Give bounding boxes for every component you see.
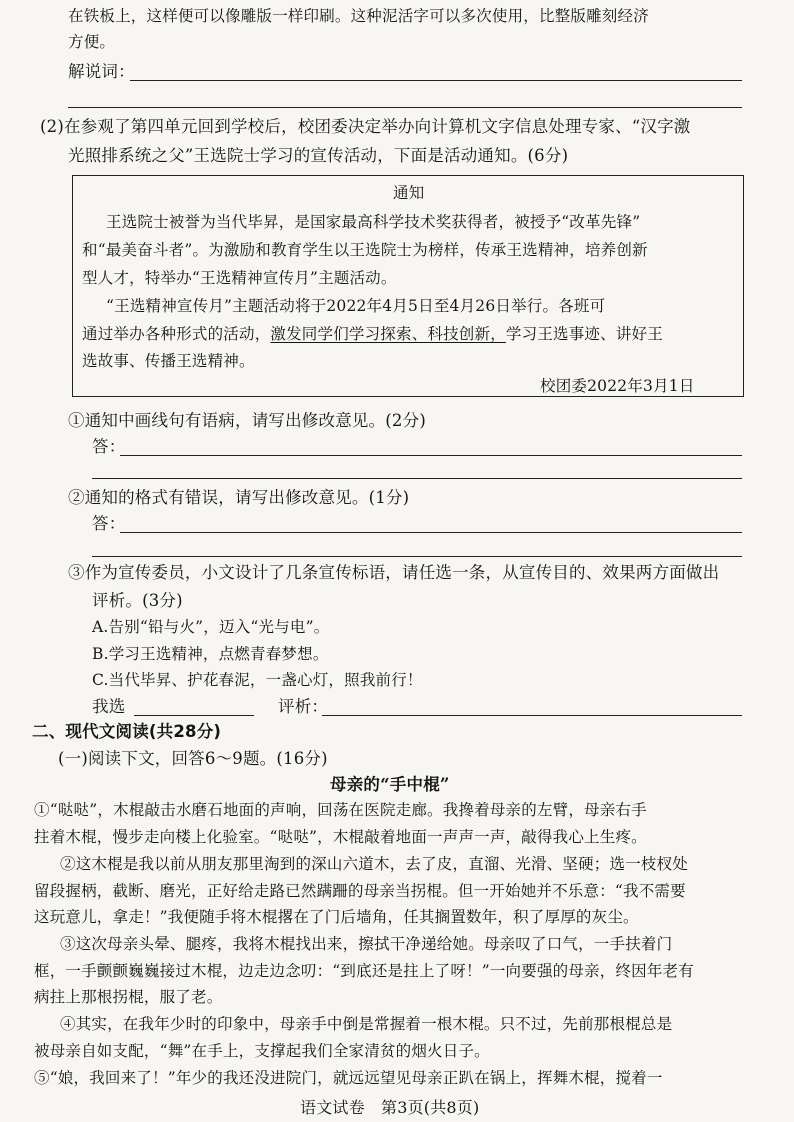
answer-line[interactable] [120,455,742,456]
article-title: 母亲的“手中棍” [330,775,450,794]
article-paragraph-2-line-1: ②这木棍是我以前从朋友那里淘到的深山六道木，去了皮，直溜、光滑、坚硬；选一枝杈处 [60,855,689,873]
article-paragraph-2-line-2: 留段握柄，截断、磨光，正好给走路已然蹒跚的母亲当拐棍。但一开始她并不乐意：“我不需要 [34,882,686,900]
sub-question-3-line-1: ③作为宣传委员，小文设计了几条宣传标语，请任选一条，从宣传目的、效果两方面做出 [68,563,720,582]
notice-title: 通知 [393,184,425,202]
article-paragraph-1-line-2: 拄着木棍，慢步走向楼上化验室。“哒哒”，木棍敲着地面一声声一声，敲得我心上生疼。 [34,828,647,846]
notice-paragraph-2-line-1: “王选精神宣传月”主题活动将于2022年4月5日至4月26日举行。各班可 [106,297,606,315]
article-paragraph-3-line-1: ③这次母亲头晕、腿疼，我将木棍找出来，擦拭干净递给她。母亲叹了口气，一手扶着门 [60,935,673,953]
answer-line[interactable] [68,107,742,108]
slogan-option-b: B.学习王选精神，点燃青春梦想。 [92,645,329,663]
article-paragraph-5-line-1: ⑤“娘，我回来了！”年少的我还没进院门，就远远望见母亲正趴在锅上，挥舞木棍，搅着一 [34,1069,663,1087]
page-footer: 语文试卷 第3页(共8页) [300,1098,480,1117]
article-paragraph-4-line-2: 被母亲自如支配，“舞”在手上，支撑起我们全家清贫的烟火日子。 [34,1042,490,1060]
slogan-option-c: C.当代毕昇、护花春泥，一盏心灯，照我前行！ [92,671,423,689]
notice-signature: 校团委2022年3月1日 [540,377,695,395]
notice-text: 学习王选事迹、讲好王 [505,325,663,343]
sub-question-1: ①通知中画线句有语病，请写出修改意见。(2分) [68,411,426,430]
answer-line[interactable] [130,80,742,81]
slogan-option-a: A.告别“铅与火”，迈入“光与电”。 [92,618,330,636]
notice-paragraph-1-line-1: 王选院士被誉为当代毕昇，是国家最高科学技术奖获得者，被授予“改革先锋” [106,213,641,231]
notice-paragraph-2-line-2 [82,324,663,344]
article-paragraph-3-line-3: 病拄上那根拐棍，服了老。 [34,988,223,1006]
notice-paragraph-2-line-3: 选故事、传播王选精神。 [82,352,255,370]
article-paragraph-1-line-1: ①“哒哒”，木棍敲击水磨石地面的声响，回荡在医院走廊。我搀着母亲的左臂，母亲右手 [34,801,647,819]
choice-answer-line[interactable] [134,715,254,716]
answer-line[interactable] [120,532,742,533]
answer-label: 答： [92,437,126,456]
intro-line-2: 方便。 [68,33,116,51]
notice-text: 通过举办各种形式的活动， [82,325,271,343]
article-paragraph-2-line-3: 这玩意儿，拿走！”我便随手将木棍撂在了门后墙角，任其搁置数年，积了厚厚的灰尘。 [34,908,639,926]
sub-question-2: ②通知的格式有错误，请写出修改意见。(1分) [68,488,410,507]
underlined-sentence: 激发同学们学习探索、科技创新， [270,325,506,343]
article-paragraph-3-line-2: 框，一手颤颤巍巍接过木棍，边走边念叨：“到底还是拄上了呀！”一向要强的母亲，终因年老有 [34,962,694,980]
article-paragraph-4-line-1: ④其实，在我年少时的印象中，母亲手中倒是常握着一根木棍。只不过，先前那根棍总是 [60,1015,673,1033]
question-2-line-1: (2)在参观了第四单元回到学校后，校团委决定举办向计算机文字信息处理专家、“汉字激 [40,117,691,136]
answer-label: 答： [92,514,126,533]
intro-line-1: 在铁板上，这样便可以像雕版一样印刷。这种泥活字可以多次使用，比整版雕刻经济 [68,7,649,25]
sub-question-3-line-2: 评析。(3分) [92,591,183,610]
choose-label: 我选 [92,697,126,716]
analysis-answer-line[interactable] [322,715,742,716]
answer-line[interactable] [92,478,742,479]
answer-line[interactable] [92,556,742,557]
notice-paragraph-1-line-2: 和“最美奋斗者”。为激励和教育学生以王选院士为榜样，传承王选精神，培养创新 [82,241,648,259]
analysis-label: 评析： [278,697,329,716]
notice-paragraph-1-line-3: 型人才，特举办“王选精神宣传月”主题活动。 [82,269,397,287]
reading-instructions: (一)阅读下文，回答6～9题。(16分) [58,749,328,768]
question-2-line-2: 光照排系统之父”王选院士学习的宣传活动，下面是活动通知。(6分) [68,146,569,165]
section-heading: 二、现代文阅读(共28分) [32,722,222,741]
explanation-label: 解说词： [68,62,135,81]
